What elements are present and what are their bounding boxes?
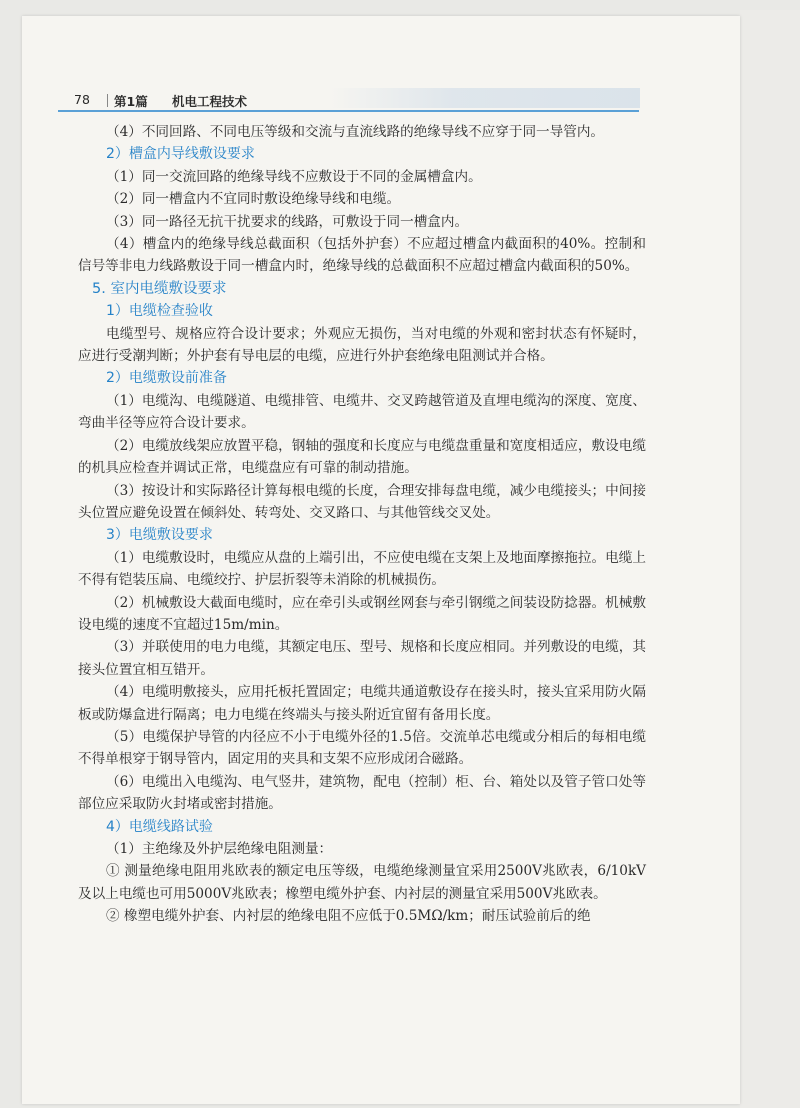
- paragraph: 电缆型号、规格应符合设计要求；外观应无损伤，当对电缆的外观和密封状态有怀疑时，应进行受潮判断；外护套有导电层的电缆，应进行外护套绝缘电阻测试并合格。: [78, 325, 646, 365]
- subsection-heading: 3）电缆敷设要求: [106, 527, 213, 544]
- paragraph: （3）按设计和实际路径计算每根电缆的长度，合理安排每盘电缆，减少电缆接头；中间接头位置应避免设置在倾斜处、转弯处、交叉路口、与其他管线交叉处。: [78, 482, 646, 521]
- paragraph: （2）机械敷设大截面电缆时，应在牵引头或钢丝网套与牵引钢缆之间装设防捻器。机械敷设电缆的速度不宜超过15m/min。: [78, 594, 646, 633]
- paragraph: （1）电缆敷设时，电缆应从盘的上端引出，不应使电缆在支架上及地面摩擦拖拉。电缆上不得有铠装压扁、电缆绞拧、护层折裂等未消除的机械损伤。: [78, 549, 646, 589]
- paragraph: （4）槽盒内的绝缘导线总截面积（包括外护套）不应超过槽盒内截面积的40%。控制和信号等非电力线路敷设于同一槽盒内时，绝缘导线的总截面积不应超过槽盒内截面积的50%。: [78, 236, 646, 275]
- subsection-heading: 4）电缆线路试验: [106, 818, 213, 835]
- paragraph: （2）同一槽盒内不宜同时敷设绝缘导线和电缆。: [106, 191, 401, 208]
- subsection-heading: 1）电缆检查验收: [106, 303, 213, 320]
- paragraph: （3）并联使用的电力电缆，其额定电压、型号、规格和长度应相同。并列敷设的电缆，其接头位置宜相互错开。: [78, 639, 646, 678]
- paragraph: （1）主绝缘及外护层绝缘电阻测量：: [106, 841, 333, 857]
- running-header: [58, 90, 640, 112]
- paragraph: ② 橡塑电缆外护套、内衬层的绝缘电阻不应低于0.5MΩ/km；耐压试验前后的绝: [106, 908, 591, 925]
- paragraph: （1）同一交流回路的绝缘导线不应敷设于不同的金属槽盒内。: [106, 168, 482, 185]
- header-divider: [107, 94, 108, 107]
- header-rule: [58, 110, 639, 112]
- section-heading: 5. 室内电缆敷设要求: [92, 280, 227, 297]
- page-edge: [740, 10, 800, 1108]
- paragraph: （4）不同回路、不同电压等级和交流与直流线路的绝缘导线不应穿于同一导管内。: [106, 124, 605, 140]
- paragraph: （6）电缆出入电缆沟、电气竖井，建筑物，配电（控制）柜、台、箱处以及管子管口处等部位应采取防火封堵或密封措施。: [78, 773, 646, 813]
- paragraph: ① 测量绝缘电阻用兆欧表的额定电压等级，电缆绝缘测量宜采用2500V兆欧表，6/10kV及以上电缆也可用5000V兆欧表；橡塑电缆外护套、内衬层的测量宜采用500V兆欧表。: [78, 863, 646, 902]
- page-body: [78, 121, 646, 928]
- paragraph: （3）同一路径无抗干扰要求的线路，可敷设于同一槽盒内。: [106, 213, 469, 230]
- paragraph: （2）电缆放线架应放置平稳，钢轴的强度和长度应与电缆盘重量和宽度相适应，敷设电缆的机具应检查并调试正常，电缆盘应有可靠的制动措施。: [78, 437, 646, 477]
- subsection-heading: 2）槽盒内导线敷设要求: [106, 146, 255, 163]
- paragraph: （4）电缆明敷接头，应用托板托置固定；电缆共通道敷设存在接头时，接头宜采用防火隔板或防爆盒进行隔离；电力电缆在终端头与接头附近宜留有备用长度。: [78, 684, 646, 723]
- page-number: 78: [74, 92, 90, 107]
- paragraph: （5）电缆保护导管的内径应不小于电缆外径的1.5倍。交流单芯电缆或分相后的每相电缆不得单根穿于钢导管内，固定用的夹具和支架不应形成闭合磁路。: [78, 728, 646, 768]
- part-label: 第1篇: [114, 94, 148, 109]
- subsection-heading: 2）电缆敷设前准备: [106, 370, 227, 387]
- book-title: 机电工程技术: [172, 94, 248, 109]
- paragraph: （1）电缆沟、电缆隧道、电缆排管、电缆井、交叉跨越管道及直埋电缆沟的深度、宽度、弯曲半径等应符合设计要求。: [78, 392, 646, 432]
